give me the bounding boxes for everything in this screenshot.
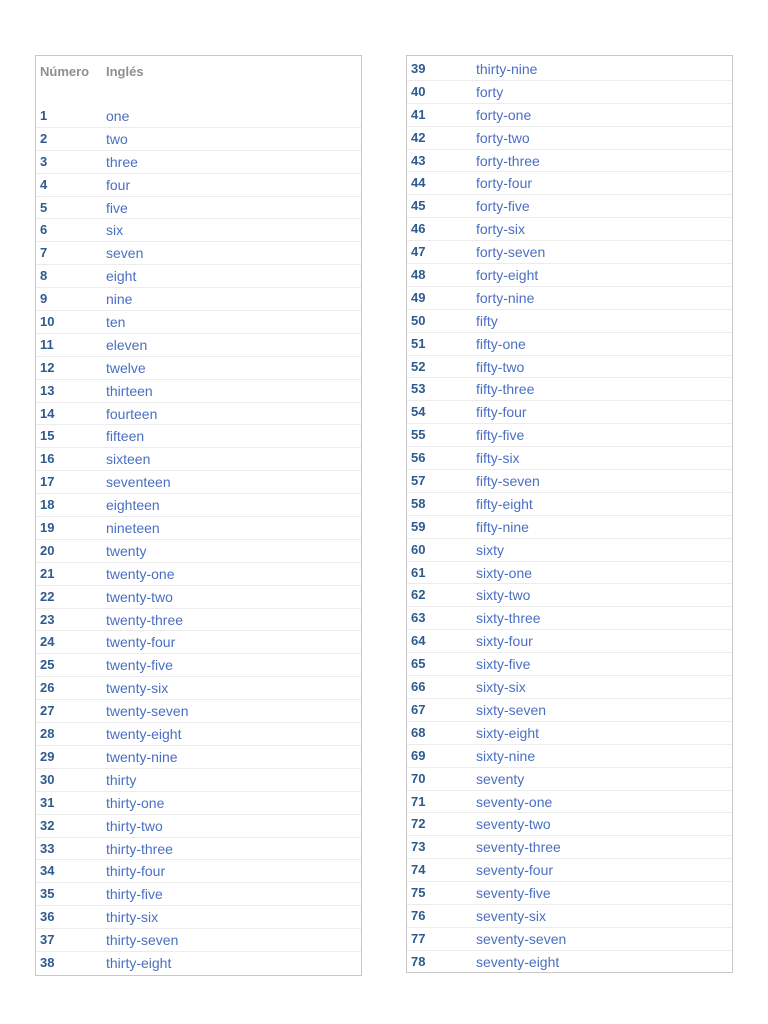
row-english-word: sixty-seven [476, 701, 547, 718]
table-row [407, 516, 732, 539]
row-english-word: fifty-one [476, 335, 526, 352]
row-number: 49 [411, 289, 426, 305]
row-english-word: sixty-two [476, 587, 531, 604]
table-row [36, 311, 361, 334]
row-number: 60 [411, 541, 426, 557]
row-english-word: seventy [476, 770, 525, 787]
table-row [407, 310, 732, 333]
row-number: 1 [40, 108, 48, 123]
row-english-word: forty-two [476, 129, 530, 146]
row-english-word: forty-seven [476, 244, 546, 261]
table-row [407, 356, 732, 379]
table-row [407, 58, 732, 81]
row-number: 47 [411, 244, 426, 260]
row-english-word: thirty-one [106, 794, 165, 811]
row-number: 76 [411, 907, 426, 923]
row-english-word: sixty-eight [476, 724, 540, 741]
table-row [407, 81, 732, 104]
table-row [36, 403, 361, 426]
row-english-word: seventy-two [476, 816, 551, 833]
table-row [407, 630, 732, 653]
row-english-word: two [106, 130, 128, 147]
row-number: 24 [40, 634, 55, 650]
row-number: 22 [40, 588, 55, 604]
row-english-word: six [106, 222, 124, 239]
table-row [36, 540, 361, 563]
row-number: 68 [411, 724, 426, 740]
row-number: 44 [411, 175, 426, 191]
table-row [407, 562, 732, 585]
row-number: 52 [411, 358, 426, 374]
row-english-word: forty-eight [476, 267, 539, 284]
table-row [36, 494, 361, 517]
row-english-word: thirty-six [106, 909, 159, 926]
table-row [407, 493, 732, 516]
row-english-word: seventy-six [476, 907, 547, 924]
table-row [407, 539, 732, 562]
table-row [36, 815, 361, 838]
table-row [36, 105, 361, 128]
table-row [36, 174, 361, 197]
table-row [407, 264, 732, 287]
table-row [407, 951, 732, 974]
row-number: 71 [411, 793, 426, 809]
row-number: 37 [40, 932, 55, 948]
row-english-word: sixty-three [476, 610, 541, 627]
row-number: 63 [411, 610, 426, 626]
table-body-left [36, 105, 361, 975]
row-number: 74 [411, 862, 426, 878]
table-row [36, 654, 361, 677]
table-row [36, 242, 361, 265]
table-row [407, 401, 732, 424]
table-row [407, 905, 732, 928]
row-number: 25 [40, 657, 55, 673]
row-english-word: forty-six [476, 221, 525, 238]
table-row [407, 195, 732, 218]
row-number: 42 [411, 129, 426, 145]
table-row [407, 699, 732, 722]
row-english-word: sixty-four [476, 633, 533, 650]
row-number: 30 [40, 771, 55, 787]
row-english-word: seventeen [106, 474, 171, 491]
row-english-word: sixty-one [476, 564, 533, 581]
row-number: 62 [411, 587, 426, 603]
table-row [407, 836, 732, 859]
table-row [407, 882, 732, 905]
row-english-word: twenty-six [106, 680, 169, 697]
table-row [36, 586, 361, 609]
row-number: 28 [40, 726, 55, 742]
row-english-word: seventy-three [476, 839, 561, 856]
row-number: 11 [40, 336, 54, 352]
row-number: 59 [411, 518, 426, 534]
row-number: 19 [40, 520, 55, 536]
row-english-word: nineteen [106, 520, 160, 537]
row-number: 32 [40, 817, 55, 833]
row-english-word: fifty-two [476, 358, 525, 375]
row-number: 8 [40, 268, 48, 284]
row-english-word: twenty-three [106, 611, 184, 628]
row-number: 57 [411, 473, 426, 489]
table-row [36, 609, 361, 632]
row-english-word: seventy-seven [476, 930, 567, 947]
row-number: 36 [40, 909, 55, 925]
row-english-word: fifty-six [476, 450, 520, 467]
table-row [407, 768, 732, 791]
row-english-word: seven [106, 245, 144, 262]
row-english-word: twenty [106, 542, 147, 559]
row-english-word: five [106, 199, 128, 216]
row-english-word: seventy-five [476, 885, 551, 902]
row-english-word: thirty-five [106, 886, 163, 903]
row-number: 45 [411, 198, 426, 214]
table-row [36, 677, 361, 700]
row-english-word: fifty-four [476, 404, 527, 421]
row-english-word: seventy-one [476, 793, 553, 810]
row-number: 75 [411, 885, 426, 901]
row-english-word: twenty-one [106, 565, 175, 582]
row-number: 16 [40, 451, 55, 467]
table-row [407, 150, 732, 173]
row-english-word: sixty [476, 541, 504, 558]
header-ingles: Inglés [106, 64, 144, 79]
row-english-word: four [106, 176, 131, 193]
row-number: 69 [411, 747, 426, 763]
row-english-word: forty [476, 83, 504, 100]
row-number: 17 [40, 474, 55, 490]
table-row [36, 883, 361, 906]
row-english-word: thirty-eight [106, 954, 172, 971]
row-number: 43 [411, 152, 426, 168]
row-english-word: sixteen [106, 451, 151, 468]
row-english-word: fifty-seven [476, 473, 540, 490]
row-number: 7 [40, 245, 48, 261]
table-row [36, 792, 361, 815]
table-row [407, 859, 732, 882]
table-row [36, 219, 361, 242]
row-number: 33 [40, 840, 55, 856]
row-english-word: thirty-two [106, 817, 163, 834]
table-row [407, 653, 732, 676]
header-numero: Número [40, 64, 90, 79]
row-english-word: nine [106, 291, 133, 308]
table-row [36, 517, 361, 540]
row-number: 3 [40, 153, 48, 169]
row-number: 4 [40, 176, 48, 192]
row-number: 56 [411, 450, 426, 466]
table-row [407, 127, 732, 150]
row-english-word: ten [106, 314, 126, 331]
row-number: 34 [40, 863, 55, 879]
row-number: 54 [411, 404, 426, 420]
table-row [36, 838, 361, 861]
row-number: 46 [411, 221, 426, 237]
table-row [407, 333, 732, 356]
row-number: 58 [411, 495, 426, 511]
row-number: 73 [411, 839, 426, 855]
row-english-word: thirty-seven [106, 932, 179, 949]
numbers-table-left [35, 55, 362, 976]
table-row [407, 607, 732, 630]
table-row [407, 722, 732, 745]
row-english-word: sixty-six [476, 679, 526, 696]
row-number: 40 [411, 83, 426, 99]
row-english-word: twenty-four [106, 634, 176, 651]
row-english-word: twelve [106, 359, 146, 376]
row-english-word: twenty-seven [106, 703, 189, 720]
row-english-word: eleven [106, 336, 148, 353]
row-number: 72 [411, 816, 426, 832]
row-number: 27 [40, 703, 55, 719]
row-number: 10 [40, 314, 55, 330]
row-english-word: fourteen [106, 405, 158, 422]
table-row [36, 128, 361, 151]
table-row [407, 676, 732, 699]
row-number: 61 [411, 564, 426, 580]
table-row [36, 563, 361, 586]
row-number: 31 [40, 794, 55, 810]
table-row [36, 906, 361, 929]
table-row [407, 378, 732, 401]
row-number: 67 [411, 701, 426, 717]
table-row [36, 631, 361, 654]
row-english-word: forty-four [476, 175, 533, 192]
row-english-word: fifty-five [476, 427, 525, 444]
table-row [407, 813, 732, 836]
table-row [407, 447, 732, 470]
row-number: 77 [411, 930, 426, 946]
table-row [407, 104, 732, 127]
table-row [407, 241, 732, 264]
row-english-word: forty-nine [476, 289, 535, 306]
table-row [36, 448, 361, 471]
row-english-word: thirteen [106, 382, 153, 399]
row-english-word: forty-one [476, 106, 532, 123]
table-row [36, 700, 361, 723]
row-number: 35 [40, 886, 55, 902]
row-number: 70 [411, 770, 426, 786]
table-row [36, 151, 361, 174]
table-row [407, 791, 732, 814]
row-number: 48 [411, 267, 426, 283]
table-row [36, 471, 361, 494]
row-number: 66 [411, 679, 426, 695]
row-english-word: fifty-nine [476, 518, 529, 535]
table-row [407, 287, 732, 310]
row-english-word: thirty-nine [476, 61, 538, 77]
row-number: 15 [40, 428, 55, 444]
row-number: 23 [40, 611, 55, 627]
row-number: 26 [40, 680, 55, 696]
table-row [36, 197, 361, 220]
row-english-word: fifty-eight [476, 495, 533, 512]
row-english-word: sixty-nine [476, 747, 536, 764]
table-row [36, 929, 361, 952]
table-row [407, 172, 732, 195]
table-row [36, 357, 361, 380]
table-row [36, 769, 361, 792]
row-english-word: fifteen [106, 428, 145, 445]
row-english-word: seventy-eight [476, 953, 560, 970]
row-number: 53 [411, 381, 426, 397]
row-english-word: forty-five [476, 198, 530, 215]
row-number: 14 [40, 405, 55, 421]
table-row [36, 860, 361, 883]
row-number: 78 [411, 953, 426, 969]
row-number: 51 [411, 335, 426, 351]
row-number: 55 [411, 427, 426, 443]
table-row [36, 746, 361, 769]
table-row [36, 425, 361, 448]
row-number: 41 [411, 106, 426, 122]
row-number: 13 [40, 382, 55, 398]
table-body-right [407, 58, 732, 974]
table-row [407, 928, 732, 951]
row-english-word: forty-three [476, 152, 540, 169]
row-english-word: one [106, 108, 130, 124]
row-english-word: eight [106, 268, 137, 285]
table-row [36, 380, 361, 403]
row-english-word: twenty-nine [106, 748, 178, 765]
table-row [36, 288, 361, 311]
row-english-word: thirty-four [106, 863, 166, 880]
row-number: 38 [40, 954, 55, 970]
row-english-word: twenty-five [106, 657, 173, 674]
table-row [407, 424, 732, 447]
row-number: 2 [40, 130, 48, 146]
table-row [36, 723, 361, 746]
row-number: 21 [40, 565, 55, 581]
row-english-word: thirty [106, 771, 137, 788]
row-english-word: fifty [476, 312, 498, 329]
row-english-word: twenty-two [106, 588, 173, 605]
table-row [407, 218, 732, 241]
row-english-word: thirty-three [106, 840, 173, 857]
row-number: 6 [40, 222, 48, 238]
numbers-table-right [406, 55, 733, 973]
row-english-word: three [106, 153, 138, 170]
table-row [407, 470, 732, 493]
row-number: 29 [40, 748, 55, 764]
row-number: 64 [411, 633, 426, 649]
row-number: 9 [40, 291, 48, 307]
row-number: 65 [411, 656, 426, 672]
table-row [407, 584, 732, 607]
row-number: 50 [411, 312, 426, 328]
row-english-word: fifty-three [476, 381, 535, 398]
row-number: 18 [40, 497, 55, 513]
row-english-word: seventy-four [476, 862, 554, 879]
row-english-word: sixty-five [476, 656, 531, 673]
row-number: 39 [411, 61, 426, 76]
row-english-word: twenty-eight [106, 726, 182, 743]
row-english-word: eighteen [106, 497, 160, 514]
row-number: 5 [40, 199, 48, 215]
table-row [407, 745, 732, 768]
table-row [36, 952, 361, 975]
table-row [36, 265, 361, 288]
table-row [36, 334, 361, 357]
row-number: 20 [40, 542, 55, 558]
row-number: 12 [40, 359, 55, 375]
